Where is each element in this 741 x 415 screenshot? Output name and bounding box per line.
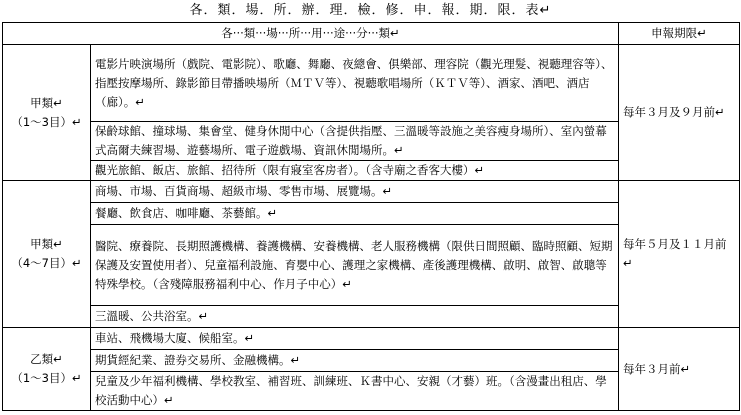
header-use-category: 各‧‧‧類‧‧‧場‧‧‧所‧‧‧用‧‧‧途‧‧‧分‧‧‧類↵ bbox=[3, 23, 619, 45]
category-range: （1～3目）↵ bbox=[11, 371, 82, 385]
category-range: （4～7目）↵ bbox=[11, 256, 82, 270]
category-cell bbox=[3, 45, 91, 181]
table-row bbox=[3, 181, 740, 203]
report-period: 每年３月及９月前↵ bbox=[619, 45, 740, 181]
category-label: 甲類↵ bbox=[30, 237, 63, 251]
venue-description: 期貨經紀業、證券交易所、金融機構。↵ bbox=[91, 350, 619, 372]
category-label: 乙類↵ bbox=[30, 352, 63, 366]
category-label: 甲類↵ bbox=[30, 95, 63, 110]
venue-description: 保齡球館、撞球場、集會堂、健身休閒中心（含提供指壓、三溫暖等設施之美容瘦身場所）、室內螢幕式高爾夫練習場、遊藝場所、電子遊戲場、資訊休閒場所。↵ bbox=[91, 122, 619, 161]
venue-description: 醫院、療養院、長期照護機構、養護機構、安養機構、老人服務機構（限供日間照顧、臨時照顧、短期保護及安置使用者）、兒童福利設施、育嬰中心、護理之家機構、產後護理機構、啟明、啟智、啟聰等特殊學校。（含殘障服務福利中心、作月子中心）↵ bbox=[91, 225, 619, 306]
venue-description: 餐廳、飲食店、咖啡廳、茶藝館。↵ bbox=[91, 203, 619, 225]
venue-description: 車站、飛機場大廈、候船室。↵ bbox=[91, 328, 619, 350]
category-cell bbox=[3, 328, 91, 411]
header-report-period: 申報期限↵ bbox=[619, 23, 740, 45]
venue-description: 商場、市場、百貨商場、超級市場、零售市場、展覽場。↵ bbox=[91, 181, 619, 203]
page-title: 各．類．場．所．辦．理．檢．修．申．報．期．限．表↵ bbox=[189, 3, 552, 18]
inspection-schedule-table bbox=[2, 22, 740, 411]
category-range: （1～3目）↵ bbox=[11, 114, 82, 129]
table-row bbox=[3, 45, 740, 122]
venue-description: 三溫暖、公共浴室。↵ bbox=[91, 306, 619, 328]
venue-description: 兒童及少年福利機構、學校教室、補習班、訓練班、Ｋ書中心、安親（才藝）班。（含漫畫出租店、學校活動中心）↵ bbox=[91, 372, 619, 411]
report-period: 每年３月前↵ bbox=[619, 328, 740, 411]
header-row bbox=[3, 23, 740, 45]
report-period: 每年５月及１１月前↵ bbox=[619, 181, 740, 328]
venue-description: 觀光旅館、飯店、旅館、招待所（限有寢室客房者）。（含寺廟之香客大樓）↵ bbox=[91, 161, 619, 181]
category-cell bbox=[3, 181, 91, 328]
table-row bbox=[3, 328, 740, 350]
venue-description: 電影片映演場所（戲院、電影院）、歌廳、舞廳、夜總會、俱樂部、理容院（觀光理髮、視聽理容等）、指壓按摩場所、錄影節目帶播映場所（ＭＴＶ等）、視聽歌唱場所（ＫＴＶ等）、酒家、酒吧、酒店（廊）。↵ bbox=[91, 45, 619, 122]
